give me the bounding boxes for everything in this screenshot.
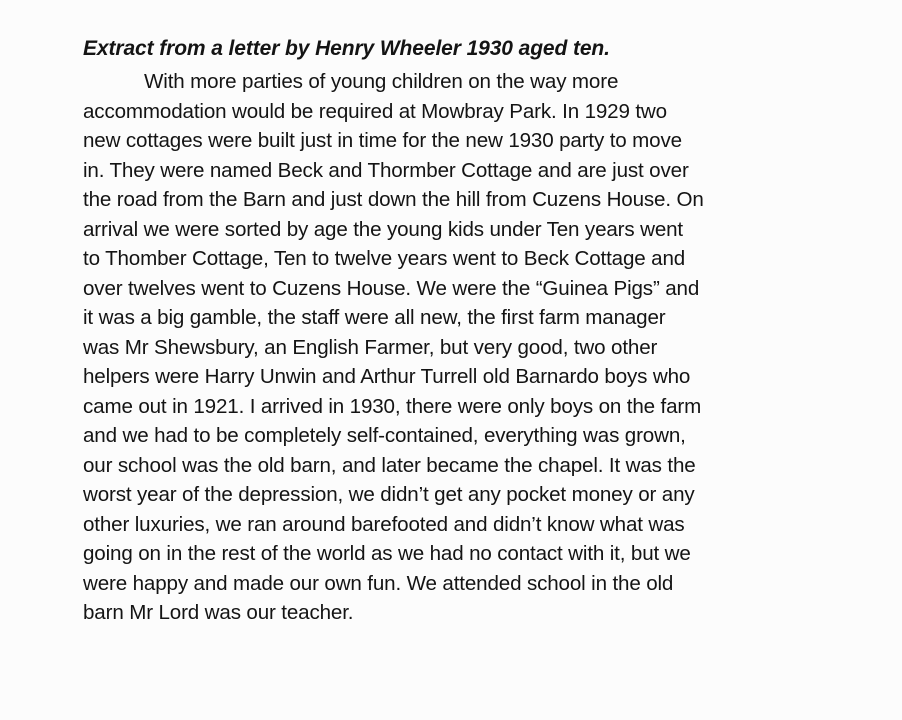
body-line-8: over twelves went to Cuzens House. We were the “Guinea Pigs” and	[83, 276, 700, 300]
body-line-13: and we had to be completely self-contained, everything was grown,	[83, 424, 686, 447]
body-line-17: going on in the rest of the world as we had no contact with it, but we	[83, 542, 691, 565]
body-line-15: worst year of the depression, we didn’t get any pocket money or any	[83, 483, 695, 506]
body-line-19: barn Mr Lord was our teacher.	[83, 601, 354, 624]
body-line-1: With more parties of young children on the way more	[144, 70, 619, 93]
body-line-5: the road from the Barn and just down the hill from Cuzens House. On	[83, 188, 704, 211]
body-line-14: our school was the old barn, and later became the chapel. It was the	[83, 453, 696, 477]
body-line-12: came out in 1921. I arrived in 1930, there were only boys on the farm	[83, 394, 702, 418]
letter-extract-title: Extract from a letter by Henry Wheeler 1930 aged ten.	[83, 37, 610, 60]
body-line-9: it was a big gamble, the staff were all new, the first farm manager	[83, 306, 666, 329]
body-line-11: helpers were Harry Unwin and Arthur Turrell old Barnardo boys who	[83, 365, 691, 388]
body-line-16: other luxuries, we ran around barefooted and didn’t know what was	[83, 512, 685, 536]
body-line-4: in. They were named Beck and Thormber Cottage and are just over	[83, 158, 689, 182]
body-line-18: were happy and made our own fun. We attended school in the old	[83, 571, 674, 595]
body-line-7: to Thomber Cottage, Ten to twelve years went to Beck Cottage and	[83, 247, 686, 270]
body-line-2: accommodation would be required at Mowbray Park. In 1929 two	[83, 99, 667, 123]
body-line-10: was Mr Shewsbury, an English Farmer, but very good, two other	[83, 335, 658, 359]
body-line-6: arrival we were sorted by age the young kids under Ten years went	[83, 217, 684, 241]
letter-body	[83, 67, 843, 628]
body-line-3: new cottages were built just in time for the new 1930 party to move	[83, 129, 682, 152]
